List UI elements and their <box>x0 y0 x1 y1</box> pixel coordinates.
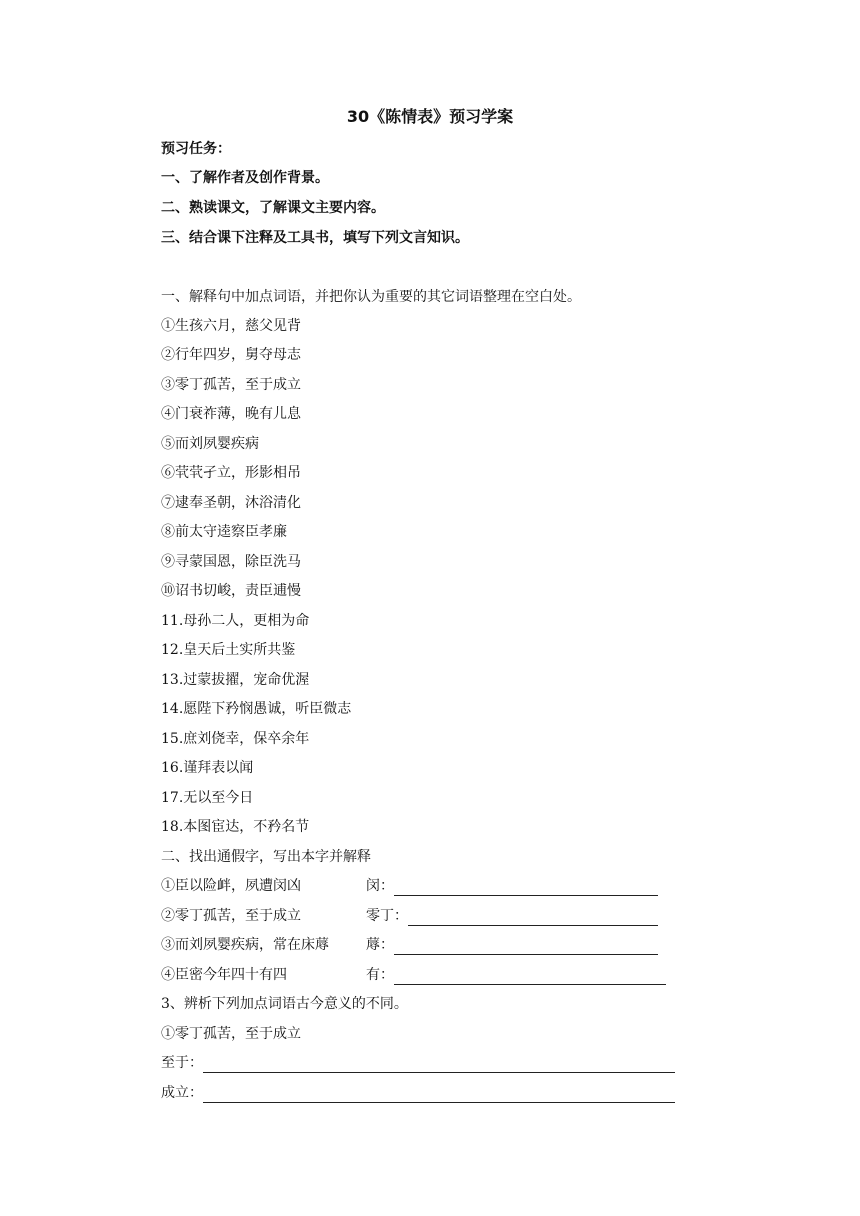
section1-item-5: ⑤而刘夙婴疾病 <box>161 436 259 452</box>
section2-row-3 <box>161 935 681 955</box>
section1-item-14: 14.愿陛下矜悯愚诚，听臣微志 <box>161 701 352 717</box>
section2-answer-label: 零丁： <box>366 908 408 924</box>
section2-sentence: ②零丁孤苦，至于成立 <box>161 908 301 924</box>
answer-blank[interactable] <box>203 1056 675 1073</box>
section2-answer-label: 有： <box>366 967 394 983</box>
section2-row-1 <box>161 876 681 896</box>
page-title: 30《陈情表》预习学案 <box>346 107 514 126</box>
section1-item-16: 16.谨拜表以闻 <box>161 760 254 776</box>
section1-item-13: 13.过蒙拔擢，宠命优渥 <box>161 672 310 688</box>
answer-blank[interactable] <box>408 909 658 926</box>
section2-row-4 <box>161 965 681 985</box>
section1-item-6: ⑥茕茕孑立，形影相吊 <box>161 465 301 481</box>
answer-blank[interactable] <box>394 879 658 896</box>
section2-sentence: ①臣以险衅，夙遭闵凶 <box>161 878 301 894</box>
section1-item-10: ⑩诏书切峻，责臣逋慢 <box>161 583 301 599</box>
section2-row-2 <box>161 906 681 926</box>
section2-sentence: ④臣密今年四十有四 <box>161 967 287 983</box>
answer-blank[interactable] <box>394 938 658 955</box>
section2-heading: 二、找出通假字，写出本字并解释 <box>161 849 371 865</box>
section1-item-2: ②行年四岁，舅夺母志 <box>161 347 301 363</box>
section1-item-18: 18.本图宦达，不矜名节 <box>161 819 310 835</box>
section1-item-7: ⑦逮奉圣朝，沐浴清化 <box>161 495 301 511</box>
section3-heading: 3、辨析下列加点词语古今意义的不同。 <box>161 996 408 1012</box>
section1-item-4: ④门衰祚薄，晚有儿息 <box>161 406 301 422</box>
section3-field-label: 至于： <box>161 1055 203 1071</box>
section3-field-1 <box>161 1053 681 1073</box>
section1-item-8: ⑧前太守逵察臣孝廉 <box>161 524 287 540</box>
section3-sentence: ①零丁孤苦，至于成立 <box>161 1026 301 1042</box>
section1-item-3: ③零丁孤苦，至于成立 <box>161 377 301 393</box>
task-item-2: 二、熟读课文，了解课文主要内容。 <box>161 200 385 216</box>
section1-item-17: 17.无以至今日 <box>161 790 254 806</box>
section1-item-15: 15.庶刘侥幸，保卒余年 <box>161 731 310 747</box>
task-item-1: 一、了解作者及创作背景。 <box>161 170 329 186</box>
section3-field-label: 成立： <box>161 1085 203 1101</box>
answer-blank[interactable] <box>394 968 666 985</box>
tasks-heading: 预习任务： <box>161 141 231 157</box>
section2-sentence: ③而刘夙婴疾病，常在床蓐 <box>161 937 329 953</box>
answer-blank[interactable] <box>203 1086 675 1103</box>
section1-item-11: 11.母孙二人，更相为命 <box>161 613 310 629</box>
section2-answer-label: 闵： <box>366 878 394 894</box>
section2-answer-label: 蓐： <box>366 937 394 953</box>
section1-item-12: 12.皇天后土实所共鉴 <box>161 642 296 658</box>
section3-field-2 <box>161 1083 681 1103</box>
section1-item-9: ⑨寻蒙国恩，除臣洗马 <box>161 554 301 570</box>
section1-heading: 一、解释句中加点词语，并把你认为重要的其它词语整理在空白处。 <box>161 289 581 305</box>
task-item-3: 三、结合课下注释及工具书，填写下列文言知识。 <box>161 230 469 246</box>
section1-item-1: ①生孩六月，慈父见背 <box>161 318 301 334</box>
